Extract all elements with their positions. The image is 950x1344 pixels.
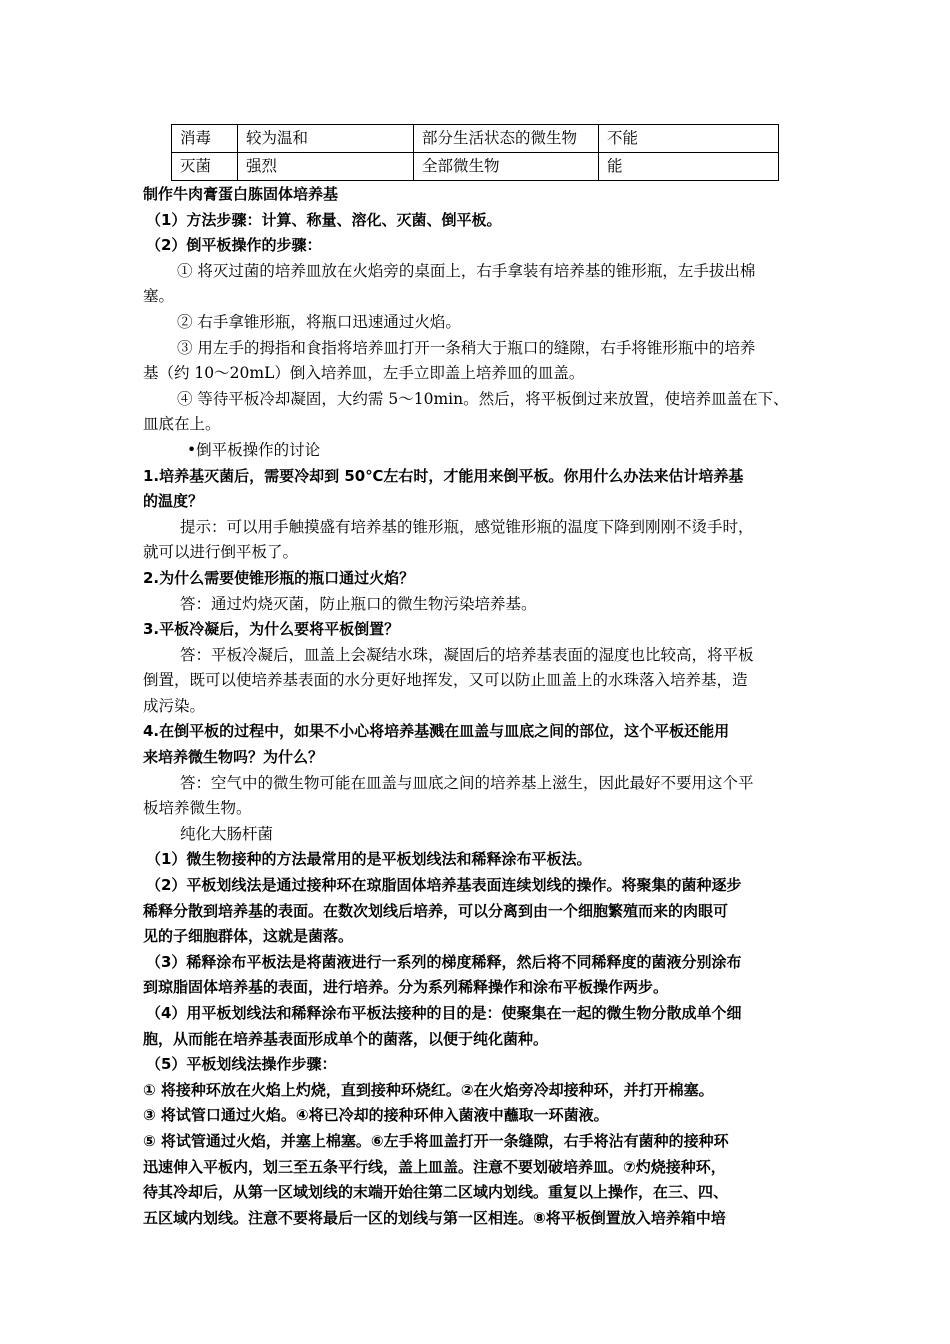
bold-text-line: 制作牛肉膏蛋白胨固体培养基	[143, 185, 339, 203]
table-cell: 部分生活状态的微生物	[414, 125, 599, 153]
table-cell: 强烈	[238, 153, 414, 181]
text-line: 纯化大肠杆菌	[180, 824, 274, 843]
bold-text-line: （1）方法步骤：计算、称量、溶化、灭菌、倒平板。	[146, 210, 502, 229]
table-cell: 能	[599, 153, 779, 181]
text-line: 提示：可以用手触摸盛有培养基的锥形瓶，感觉锥形瓶的温度下降到刚刚不烫手时，	[180, 517, 754, 536]
text-line: 成污染。	[143, 696, 206, 715]
bold-text-line: 2.为什么需要使锥形瓶的瓶口通过火焰？	[143, 568, 415, 587]
text-line: 就可以进行倒平板了。	[143, 543, 299, 562]
bold-text-line: 见的子细胞群体，这就是菌落。	[143, 927, 354, 946]
bold-text-line: （2）平板划线法是通过接种环在琼脂固体培养基表面连续划线的操作。将聚集的菌种逐步	[146, 876, 742, 895]
bold-text-line: 到琼脂固体培养基的表面，进行培养。分为系列稀释操作和涂布平板操作两步。	[143, 978, 669, 997]
table-cell: 较为温和	[238, 125, 414, 153]
text-line: 答：空气中的微生物可能在皿盖与皿底之间的培养基上滋生，因此最好不要用这个平	[180, 773, 754, 792]
document-body	[143, 182, 815, 1231]
text-line: •倒平板操作的讨论	[187, 440, 321, 459]
text-line: ① 将灭过菌的培养皿放在火焰旁的桌面上，右手拿装有培养基的锥形瓶，左手拔出棉	[177, 261, 756, 280]
bold-text-line: 1.培养基灭菌后，需要冷却到 50℃左右时，才能用来倒平板。你用什么办法来估计培养基	[143, 466, 744, 485]
table-cell: 全部微生物	[414, 153, 599, 181]
text-line: 倒置，既可以使培养基表面的水分更好地挥发，又可以防止皿盖上的水珠落入培养基，造	[143, 671, 748, 690]
text-line: 皿底在上。	[143, 415, 221, 434]
text-line: ④ 等待平板冷却凝固，大约需 5～10min。然后，将平板倒过来放置，使培养皿盖在下、	[177, 389, 789, 408]
bold-text-line: 4.在倒平板的过程中，如果不小心将培养基溅在皿盖与皿底之间的部位，这个平板还能用	[143, 722, 730, 741]
bold-text-line: ③ 将试管口通过火焰。④将已冷却的接种环伸入菌液中蘸取一环菌液。	[143, 1106, 609, 1125]
bold-text-line: （5）平板划线法操作步骤：	[146, 1055, 337, 1074]
bold-text-line: 的温度？	[143, 492, 204, 511]
text-line: 塞。	[143, 287, 175, 306]
text-line: ② 右手拿锥形瓶，将瓶口迅速通过火焰。	[177, 312, 461, 331]
bold-text-line: 待其冷却后，从第一区域划线的末端开始往第二区域内划线。重复以上操作，在三、四、	[143, 1183, 729, 1202]
table-row	[172, 153, 779, 181]
bold-text-line: 迅速伸入平板内，划三至五条平行线，盖上皿盖。注意不要划破培养皿。⑦灼烧接种环，	[143, 1157, 726, 1176]
bold-text-line: 五区域内划线。注意不要将最后一区的划线与第一区相连。⑧将平板倒置放入培养箱中培	[143, 1208, 726, 1227]
bold-text-line: （2）倒平板操作的步骤：	[146, 236, 322, 255]
text-line: 答：通过灼烧灭菌，防止瓶口的微生物污染培养基。	[180, 594, 537, 613]
comparison-table	[171, 124, 779, 181]
text-line: 答：平板冷凝后，皿盖上会凝结水珠，凝固后的培养基表面的湿度也比较高，将平板	[180, 645, 754, 664]
bold-text-line: ① 将接种环放在火焰上灼烧，直到接种环烧红。②在火焰旁冷却接种环，并打开棉塞。	[143, 1080, 714, 1099]
table-row	[172, 125, 779, 153]
bold-text-line: 稀释分散到培养基的表面。在数次划线后培养，可以分离到由一个细胞繁殖而来的肉眼可	[143, 901, 729, 920]
table-cell: 消毒	[172, 125, 238, 153]
bold-text-line: （1）微生物接种的方法最常用的是平板划线法和稀释涂布平板法。	[146, 850, 592, 869]
table-cell: 不能	[599, 125, 779, 153]
bold-text-line: （3）稀释涂布平板法是将菌液进行一系列的梯度稀释，然后将不同稀释度的菌液分别涂布	[146, 952, 742, 971]
bold-text-line: 来培养微生物吗？为什么？	[143, 748, 324, 767]
bold-text-line: 胞，从而能在培养基表面形成单个的菌落，以便于纯化菌种。	[143, 1029, 549, 1048]
text-line: ③ 用左手的拇指和食指将培养皿打开一条稍大于瓶口的缝隙，右手将锥形瓶中的培养	[177, 338, 756, 357]
text-line: 板培养微生物。	[143, 799, 252, 818]
bold-text-line: （4）用平板划线法和稀释涂布平板法接种的目的是：使聚集在一起的微生物分散成单个细	[146, 1004, 742, 1022]
table-cell: 灭菌	[172, 153, 238, 181]
bold-text-line: 3.平板冷凝后，为什么要将平板倒置？	[143, 620, 400, 639]
text-line: 基（约 10～20mL）倒入培养皿，左手立即盖上培养皿的皿盖。	[143, 364, 585, 383]
bold-text-line: ⑤ 将试管通过火焰，并塞上棉塞。⑥左手将皿盖打开一条缝隙，右手将沾有菌种的接种环	[143, 1131, 729, 1150]
